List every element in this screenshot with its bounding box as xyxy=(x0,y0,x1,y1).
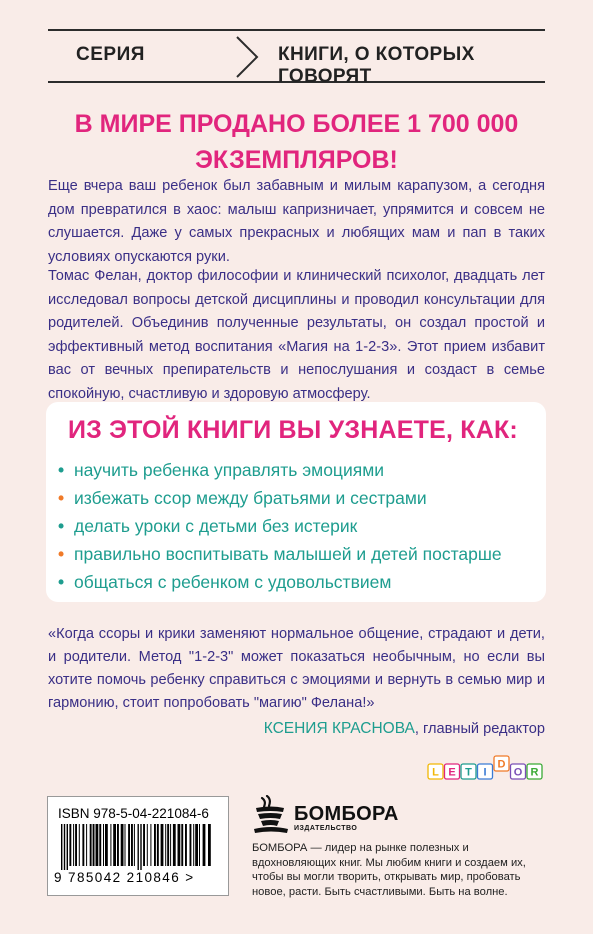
editor-quote: «Когда ссоры и крики заменяют нормальное общение, страдают и дети, и родители. Метод "1-2-3" может показаться необычным, но если вы хотите помочь ребенку справиться с эмоциями и вернуть в семью мир и гармонию, стоит попробовать "магию" Фелана!» xyxy=(48,626,545,711)
list-item xyxy=(58,484,502,512)
description-paragraph-1: Еще вчера ваш ребенок был забавным и милым карапузом, а сегодня дом превратился в хаос: малыш капризничает, упрямится и совсем не слушается. Даже у самых прекрасных и любящих мам и пап в таких условиях опускаются руки. xyxy=(48,178,545,265)
letter-block xyxy=(527,764,542,779)
quote-author-role: главный редактор xyxy=(423,721,545,737)
letter-block-text: D xyxy=(497,758,506,771)
list-item-text: избежать ссор между братьями и сестрами xyxy=(74,488,427,508)
letter-block xyxy=(494,756,509,771)
letter-block xyxy=(461,764,476,779)
letter-block-text: I xyxy=(483,766,487,779)
series-band xyxy=(48,29,545,87)
sales-headline xyxy=(60,106,533,179)
letter-block-text: R xyxy=(530,766,539,779)
list-item xyxy=(58,540,502,568)
isbn-text: ISBN 978-5-04-221084-6 xyxy=(58,806,209,821)
barcode-bars xyxy=(61,824,215,870)
sales-headline-line2: ЭКЗЕМПЛЯРОВ! xyxy=(195,146,398,175)
letter-block xyxy=(428,764,443,779)
list-item-text: делать уроки с детьми без истерик xyxy=(74,516,358,536)
quote-author-separator: , xyxy=(414,721,419,737)
learn-box xyxy=(46,402,546,602)
series-label: СЕРИЯ xyxy=(76,44,145,65)
publisher-description: БОМБОРА — лидер на рынке полезных и вдохновляющих книг. Мы любим книги и создаем их, чтобы вы могли творить, открывать мир, пробовать новое, расти. Быть счастливыми. Быть на волне. xyxy=(252,842,526,898)
sales-headline-line1: В МИРЕ ПРОДАНО БОЛЕЕ 1 700 000 xyxy=(74,110,519,138)
list-item xyxy=(58,568,502,596)
letter-block-text: L xyxy=(432,766,439,779)
bullet-icon: • xyxy=(58,544,65,564)
publisher-name: БОМБОРА xyxy=(294,803,399,825)
list-item-text: общаться с ребенком с удовольствием xyxy=(74,572,392,592)
list-item xyxy=(58,512,502,540)
series-name: КНИГИ, О КОТОРЫХ ГОВОРЯТ xyxy=(278,44,475,87)
bullet-icon: • xyxy=(58,572,65,592)
bullet-icon: • xyxy=(58,460,65,480)
learn-list xyxy=(58,456,502,596)
barcode xyxy=(47,796,229,896)
bullet-icon: • xyxy=(58,488,65,508)
quote-author xyxy=(264,720,545,738)
letter-block-text: O xyxy=(513,766,523,779)
letidor-logo xyxy=(427,752,545,782)
list-item-text: научить ребенка управлять эмоциями xyxy=(74,460,385,480)
list-item xyxy=(58,456,502,484)
learn-title: ИЗ ЭТОЙ КНИГИ ВЫ УЗНАЕТЕ, КАК: xyxy=(68,416,518,444)
letter-block-text: E xyxy=(448,766,456,779)
letter-block-text: T xyxy=(465,766,472,779)
description-paragraph-2: Томас Фелан, доктор философии и клинический психолог, двадцать лет исследовал вопросы детской дисциплины и проводил консультации для родителей. Объединив полученные результаты, он создал простой и эффективный метод воспитания «Магия на 1-2-3». Этот прием избавит вас от вечных препирательств и непослушания и создаст в семье спокойную, счастливую и здоровую атмосферу. xyxy=(48,268,545,402)
letter-block xyxy=(478,764,493,779)
letter-block xyxy=(511,764,526,779)
list-item-text: правильно воспитывать малышей и детей постарше xyxy=(74,544,502,564)
barcode-number: 9 785042 210846 > xyxy=(54,870,195,885)
chevron-right-icon xyxy=(234,35,260,79)
bullet-icon: • xyxy=(58,516,65,536)
letter-block xyxy=(445,764,460,779)
quote-author-name: КСЕНИЯ КРАСНОВА xyxy=(263,720,415,737)
bombora-logo-icon xyxy=(252,795,290,835)
publisher-subtitle: ИЗДАТЕЛЬСТВО xyxy=(294,825,358,832)
